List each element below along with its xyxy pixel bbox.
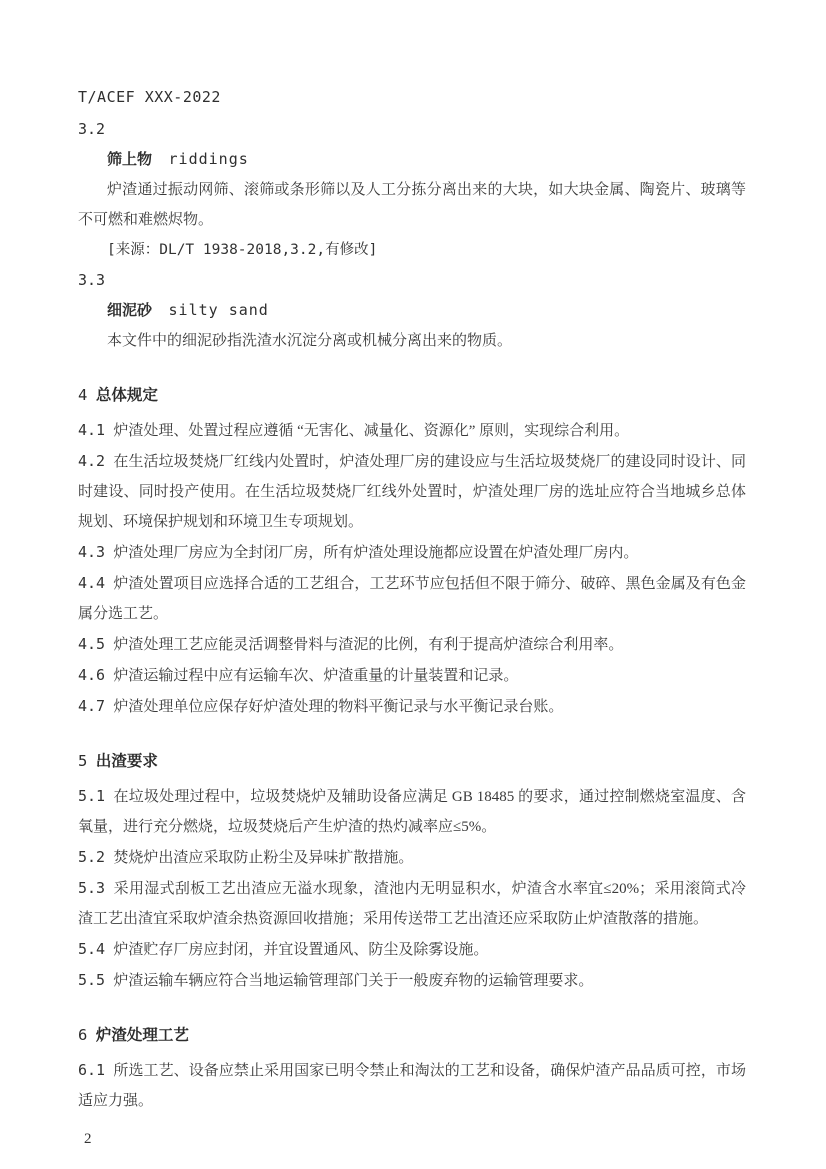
clause-item-text: 炉渣运输过程中应有运输车次、炉渣重量的计量装置和记录。 bbox=[113, 668, 519, 684]
term-zh-label: 细泥砂 bbox=[107, 303, 153, 319]
section-number: 4 bbox=[78, 386, 88, 404]
clause-item-4-7 bbox=[78, 691, 746, 722]
section-number: 5 bbox=[78, 752, 88, 770]
clause-item-number: 5.1 bbox=[78, 787, 106, 805]
term-en-label: silty sand bbox=[168, 301, 269, 319]
clause-item-4-6 bbox=[78, 660, 746, 691]
clause-item-number: 5.4 bbox=[78, 940, 106, 958]
clause-item-number: 4.3 bbox=[78, 543, 106, 561]
term-en-label: riddings bbox=[168, 150, 249, 168]
clause-item-text: 炉渣处理工艺应能灵活调整骨料与渣泥的比例，有利于提高炉渣综合利用率。 bbox=[113, 637, 624, 653]
clause-item-text: 炉渣贮存厂房应封闭，并宜设置通风、防尘及除雾设施。 bbox=[113, 942, 489, 958]
clause-item-5-1 bbox=[78, 781, 746, 842]
term-heading-silty-sand bbox=[78, 295, 746, 326]
clause-item-4-4 bbox=[78, 568, 746, 629]
section-title: 总体规定 bbox=[95, 387, 158, 404]
clause-item-5-2 bbox=[78, 842, 746, 873]
section-number: 6 bbox=[78, 1026, 88, 1044]
clause-item-number: 4.1 bbox=[78, 421, 106, 439]
clause-item-text: 所选工艺、设备应禁止采用国家已明令禁止和淘汰的工艺和设备，确保炉渣产品品质可控，市场适应力强。 bbox=[78, 1063, 746, 1109]
term-zh-label: 筛上物 bbox=[107, 152, 153, 168]
clause-item-6-1 bbox=[78, 1055, 746, 1116]
section-heading-4 bbox=[78, 380, 746, 411]
clause-item-number: 5.2 bbox=[78, 848, 106, 866]
clause-number-3-3: 3.3 bbox=[78, 271, 106, 289]
definition-paragraph-riddings: 炉渣通过振动网筛、滚筛或条形筛以及人工分拣分离出来的大块，如大块金属、陶瓷片、玻璃等不可燃和难燃烬物。 bbox=[78, 182, 746, 228]
clause-item-text: 炉渣处置项目应选择合适的工艺组合，工艺环节应包括但不限于筛分、破碎、黑色金属及有色金属分选工艺。 bbox=[78, 576, 746, 622]
clause-item-text: 炉渣运输车辆应符合当地运输管理部门关于一般废弃物的运输管理要求。 bbox=[113, 973, 594, 989]
clause-item-number: 4.5 bbox=[78, 635, 106, 653]
clause-item-number: 5.5 bbox=[78, 971, 106, 989]
clause-item-text: 炉渣处理、处置过程应遵循 “无害化、减量化、资源化” 原则，实现综合利用。 bbox=[113, 423, 630, 439]
page-number: 2 bbox=[84, 1131, 92, 1147]
section-title: 炉渣处理工艺 bbox=[95, 1027, 189, 1044]
clause-item-text: 焚烧炉出渣应采取防止粉尘及异味扩散措施。 bbox=[113, 850, 414, 866]
clause-number-3-2: 3.2 bbox=[78, 120, 106, 138]
clause-item-text: 在生活垃圾焚烧厂红线内处置时，炉渣处理厂房的建设应与生活垃圾焚烧厂的建设同时设计、同时建设、同时投产使用。在生活垃圾焚烧厂红线外处置时，炉渣处理厂房的选址应符合当地城乡总体规划、环境保护规划和环境卫生专项规划。 bbox=[78, 454, 746, 530]
clause-item-5-5 bbox=[78, 965, 746, 996]
clause-item-text: 在垃圾处理过程中，垃圾焚烧炉及辅助设备应满足 GB 18485 的要求，通过控制燃烧室温度、含氧量，进行充分燃烧，垃圾焚烧后产生炉渣的热灼减率应≤5%。 bbox=[78, 789, 746, 835]
clause-item-number: 5.3 bbox=[78, 879, 106, 897]
section-heading-5 bbox=[78, 746, 746, 777]
section-heading-6 bbox=[78, 1020, 746, 1051]
document-code: T/ACEF XXX-2022 bbox=[78, 88, 221, 106]
clause-item-text: 采用湿式刮板工艺出渣应无溢水现象，渣池内无明显积水，炉渣含水率宜≤20%；采用滚筒式冷渣工艺出渣宜采取炉渣余热资源回收措施；采用传送带工艺出渣还应采取防止炉渣散落的措施。 bbox=[78, 881, 746, 927]
clause-item-number: 4.6 bbox=[78, 666, 106, 684]
clause-item-4-2 bbox=[78, 446, 746, 537]
section-title: 出渣要求 bbox=[95, 753, 158, 770]
clause-item-5-4 bbox=[78, 934, 746, 965]
clause-item-4-5 bbox=[78, 629, 746, 660]
definition-paragraph-silty-sand: 本文件中的细泥砂指洗渣水沉淀分离或机械分离出来的物质。 bbox=[107, 333, 513, 349]
clause-item-4-1 bbox=[78, 415, 746, 446]
clause-item-text: 炉渣处理单位应保存好炉渣处理的物料平衡记录与水平衡记录台账。 bbox=[113, 699, 564, 715]
clause-item-4-3 bbox=[78, 537, 746, 568]
clause-item-number: 4.4 bbox=[78, 574, 106, 592]
clause-item-number: 6.1 bbox=[78, 1061, 106, 1079]
clause-item-number: 4.2 bbox=[78, 452, 106, 470]
term-heading-riddings bbox=[78, 144, 746, 175]
clause-item-number: 4.7 bbox=[78, 697, 106, 715]
clause-item-5-3 bbox=[78, 873, 746, 934]
clause-item-text: 炉渣处理厂房应为全封闭厂房，所有炉渣处理设施都应设置在炉渣处理厂房内。 bbox=[113, 545, 639, 561]
source-note: [来源：DL/T 1938-2018,3.2,有修改] bbox=[107, 242, 378, 258]
